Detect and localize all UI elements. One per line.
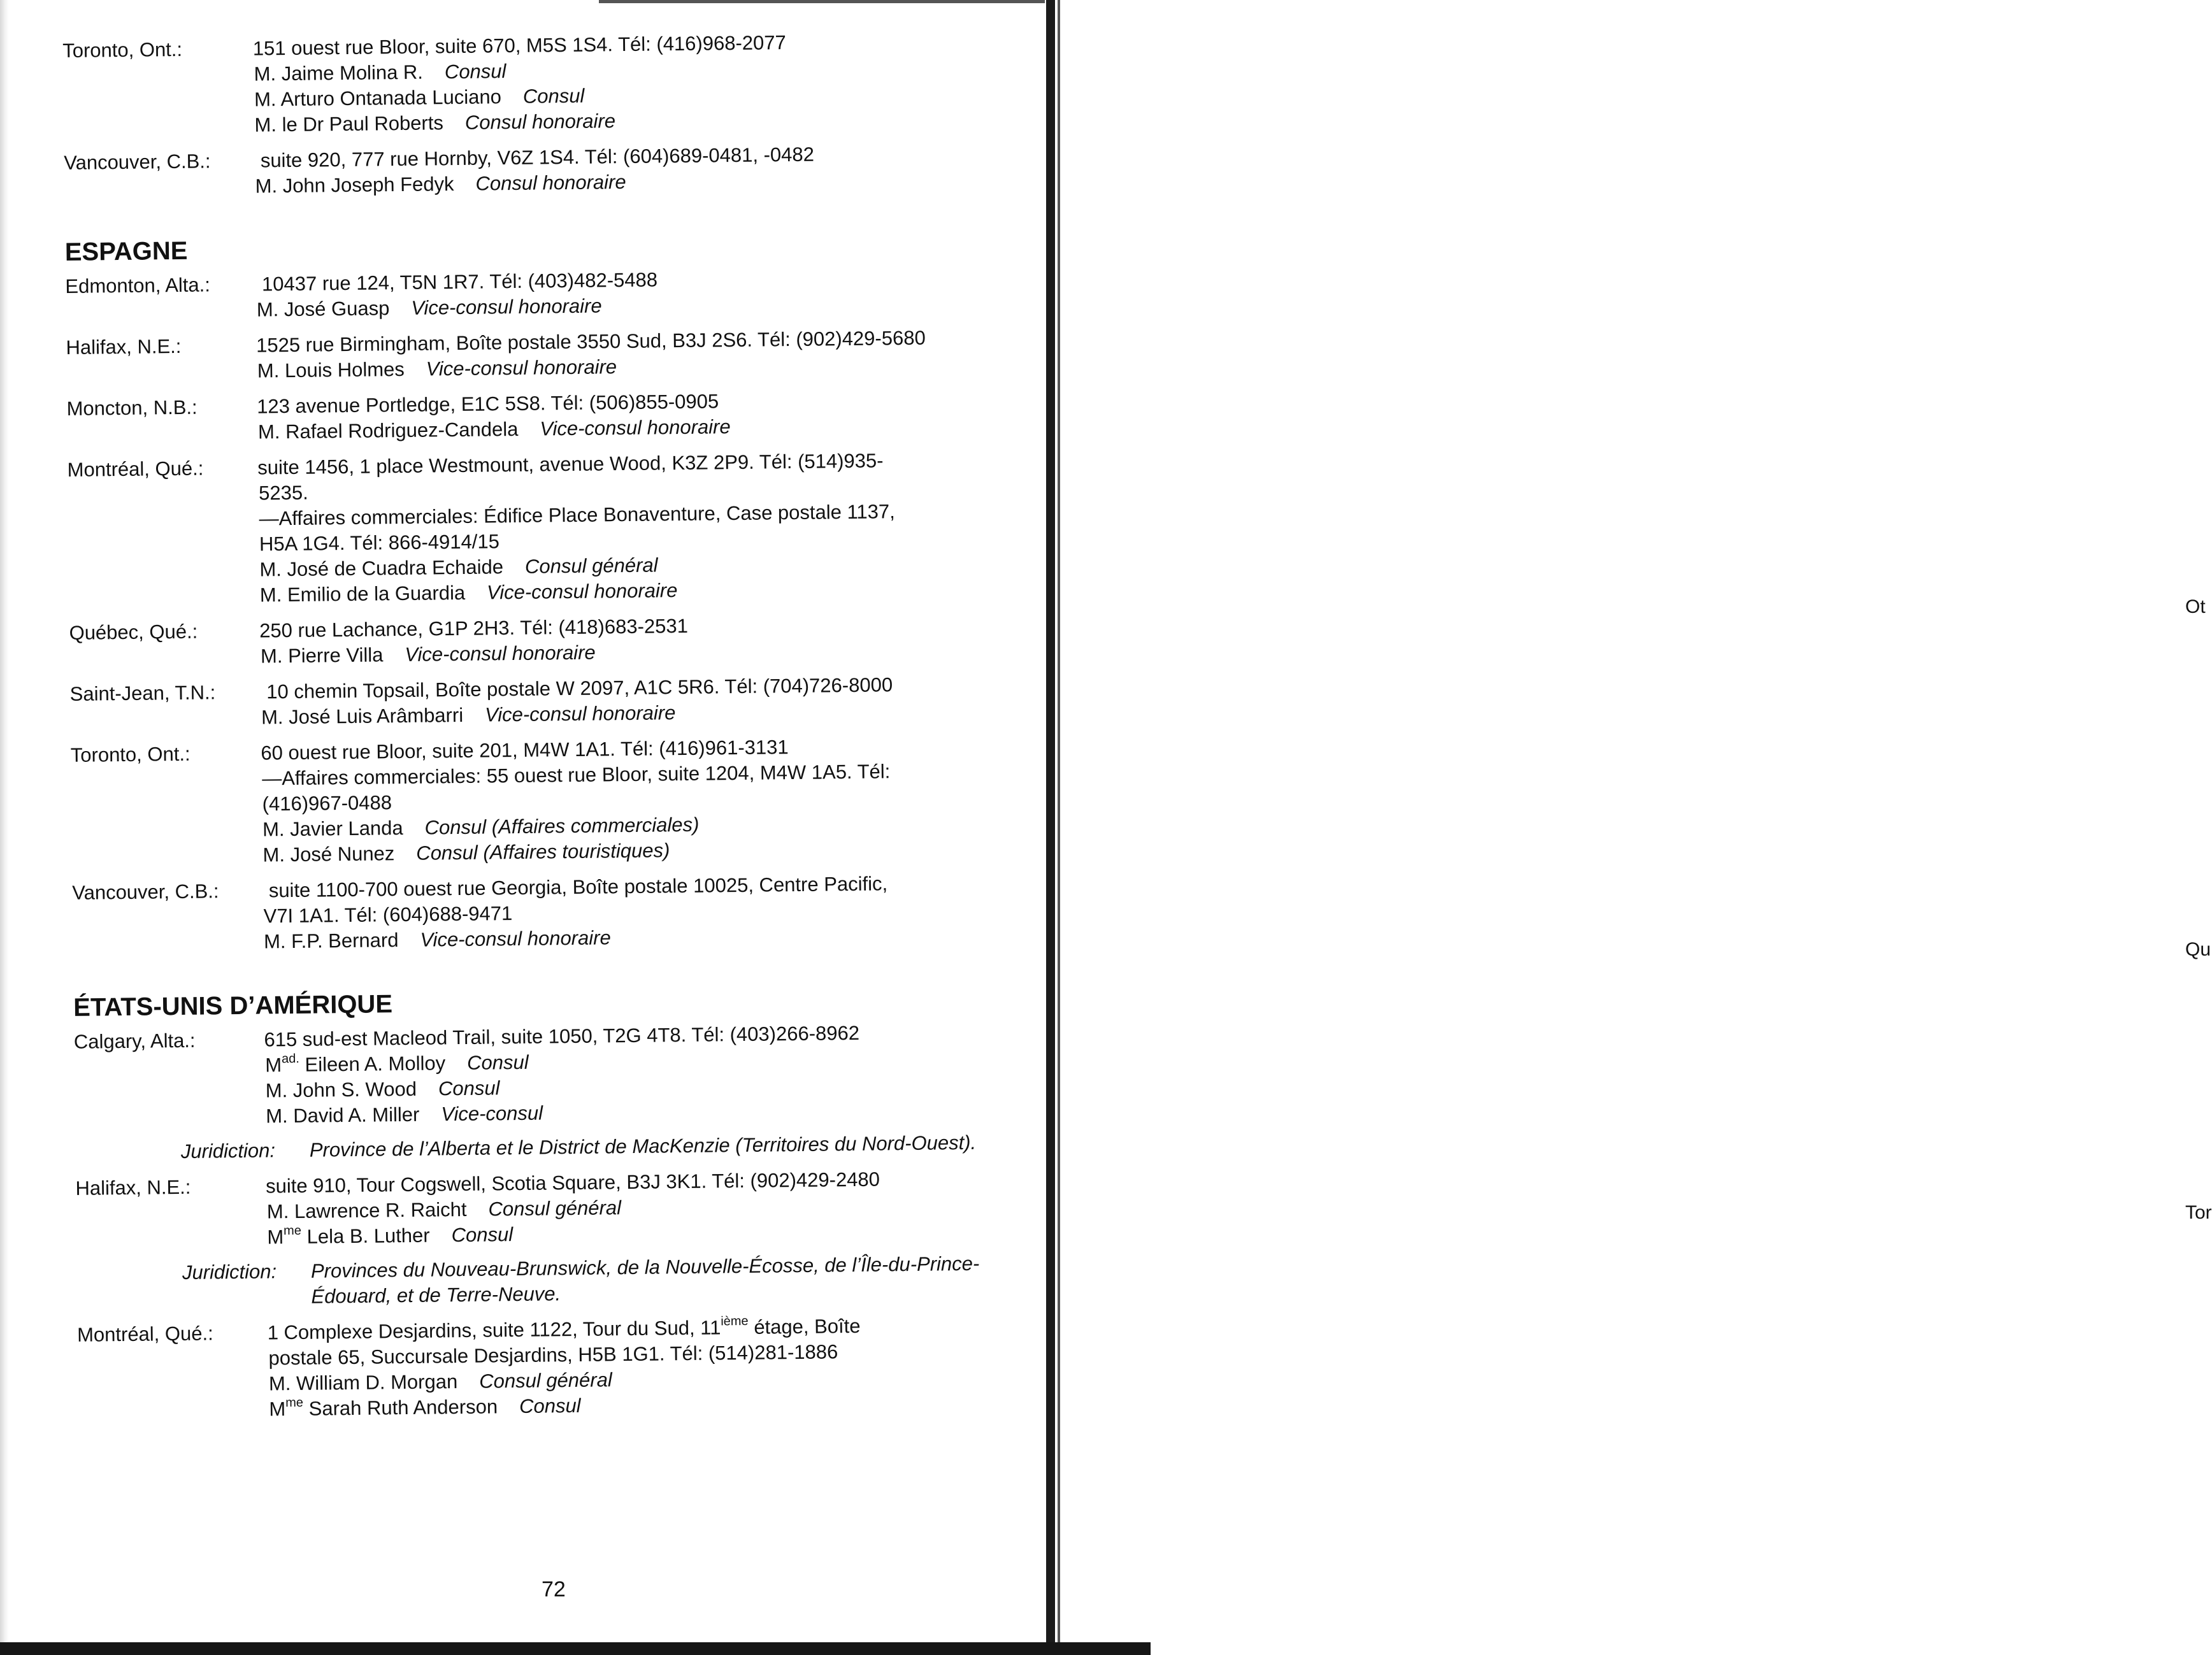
officer-name: Eileen A. Molloy <box>299 1052 446 1076</box>
consulate-entry <box>72 870 1028 957</box>
officer-name: M. José de Cuadra Echaide <box>259 555 504 581</box>
officer-name: M. Arturo Ontanada Luciano <box>254 85 502 111</box>
facing-page-fragment: Qu <box>2185 939 2211 960</box>
city-label: Québec, Qué.: <box>69 620 198 644</box>
city-label: Montréal, Qué.: <box>76 1322 213 1346</box>
name-prefix-superscript: me <box>285 1395 304 1410</box>
city-label: Vancouver, C.B.: <box>72 880 219 904</box>
consulate-entry <box>62 27 1019 140</box>
city-label: Saint-Jean, T.N.: <box>69 681 216 705</box>
officer-name: M. Jaime Molina R. <box>254 61 424 85</box>
jurisdiction-note <box>76 1250 1033 1312</box>
officer-name: M. Louis Holmes <box>257 357 405 382</box>
officer-name: M. le Dr Paul Roberts <box>254 111 444 136</box>
officer-name: M. John Joseph Fedyk <box>255 173 454 197</box>
address-continuation: 5235. <box>258 481 308 505</box>
officer-name: M. Emilio de la Guardia <box>259 581 466 606</box>
address-continuation: (416)967-0488 <box>262 791 392 815</box>
address-line: 615 sud-est Macleod Trail, suite 1050, T2G 4T8. Tél: (403)266-8962 <box>264 1021 860 1051</box>
officer-title: Consul <box>451 1223 514 1247</box>
address-text: 1 Complexe Desjardins, suite 1122, Tour du Sud, 11 <box>267 1316 721 1344</box>
consulate-entry <box>74 1019 1031 1166</box>
consulate-entry <box>69 671 1026 733</box>
officer-title: Consul général <box>488 1196 622 1221</box>
consulate-entry <box>71 732 1028 870</box>
officer-name: M. Javier Landa <box>262 817 403 841</box>
name-prefix-superscript: me <box>283 1223 302 1238</box>
jurisdiction-note <box>75 1129 1031 1166</box>
officer-title: Consul général <box>479 1368 612 1393</box>
jurisdiction-text: Province de l’Alberta et le District de MacKenzie (Territoires du Nord-Ouest). <box>309 1131 977 1161</box>
city-label: Calgary, Alta.: <box>73 1029 196 1053</box>
officer-title: Consul (Affaires touristiques) <box>416 839 670 864</box>
consulate-entry <box>66 385 1023 447</box>
address-line: 60 ouest rue Bloor, suite 201, M4W 1A1. Tél: (416)961-3131 <box>261 736 789 764</box>
city-label: Edmonton, Alta.: <box>65 273 211 297</box>
officer-title: Consul honoraire <box>464 110 616 134</box>
officer-title: Vice-consul honoraire <box>420 926 611 951</box>
officer-title: Consul général <box>524 554 658 578</box>
officer-name: M. F.P. Bernard <box>263 929 399 953</box>
officer-name: M. José Luis Arâmbarri <box>261 703 464 729</box>
name-prefix-superscript: ad. <box>281 1051 299 1066</box>
officer-title: Vice-consul honoraire <box>411 294 602 319</box>
city-label: Halifax, N.E.: <box>75 1175 191 1200</box>
jurisdiction-label: Juridiction: <box>182 1260 277 1284</box>
consulate-entry <box>69 610 1025 671</box>
address-line: suite 1100-700 ouest rue Georgia, Boîte postale 10025, Centre Pacific, <box>268 872 888 902</box>
consulate-entry <box>67 447 1024 610</box>
address-line: suite 910, Tour Cogswell, Scotia Square, B3J 3K1. Tél: (902)429-2480 <box>265 1168 880 1198</box>
facing-page-fragment: Ot <box>2185 596 2206 617</box>
officer-name: M. Lawrence R. Raicht <box>266 1198 467 1223</box>
book-gutter <box>1046 0 1055 1642</box>
officer-title: Vice-consul <box>441 1101 543 1126</box>
officer-title: Vice-consul honoraire <box>540 415 731 440</box>
address-continuation: postale 65, Succursale Desjardins, H5B 1G1. Tél: (514)281-1886 <box>268 1340 838 1370</box>
facing-page-fragment: Tor <box>2185 1202 2212 1223</box>
address-line: 1525 rue Birmingham, Boîte postale 3550 Sud, B3J 2S6. Tél: (902)429-5680 <box>255 326 926 357</box>
officer-title: Vice-consul honoraire <box>486 579 678 604</box>
consulate-entry <box>65 263 1021 325</box>
officer-name: Sarah Ruth Anderson <box>303 1395 498 1420</box>
name-prefix: M <box>267 1226 284 1249</box>
name-prefix: M <box>269 1398 286 1421</box>
officer-title: Vice-consul honoraire <box>426 355 617 380</box>
officer-name: M. David A. Miller <box>266 1103 420 1128</box>
city-label: Moncton, N.B.: <box>66 396 198 420</box>
consulate-entry <box>75 1165 1032 1312</box>
directory-page <box>62 27 1034 1435</box>
city-label: Montréal, Qué.: <box>67 457 204 481</box>
address-text: étage, Boîte <box>748 1314 861 1338</box>
officer-name: M. William D. Morgan <box>268 1370 458 1395</box>
address-continuation: —Affaires commerciales: 55 ouest rue Bloor, suite 1204, M4W 1A5. Tél: <box>262 760 891 790</box>
consulate-entry <box>66 324 1022 386</box>
country-heading: ESPAGNE <box>64 236 188 266</box>
city-label: Halifax, N.E.: <box>66 334 182 359</box>
address-line: suite 1456, 1 place Westmount, avenue Wood, K3Z 2P9. Tél: (514)935- <box>257 449 884 479</box>
address-line: 123 avenue Portledge, E1C 5S8. Tél: (506)855-0905 <box>257 390 719 418</box>
officer-title: Consul <box>438 1077 500 1100</box>
officer-title: Consul <box>519 1394 581 1418</box>
country-section <box>65 226 1029 957</box>
address-superscript: ième <box>721 1314 749 1329</box>
city-label: Vancouver, C.B.: <box>64 150 211 174</box>
address-line: 151 ouest rue Bloor, suite 670, M5S 1S4. Tél: (416)968-2077 <box>252 31 786 60</box>
facing-page <box>1060 0 2212 1642</box>
consulate-entry <box>64 140 1020 201</box>
address-line: 250 rue Lachance, G1P 2H3. Tél: (418)683-2531 <box>259 614 689 642</box>
scan-edge-left <box>0 0 9 1655</box>
name-prefix: M <box>265 1054 282 1077</box>
page-number: 72 <box>542 1577 566 1601</box>
officer-title: Consul <box>466 1050 529 1074</box>
city-label: Toronto, Ont.: <box>70 742 190 766</box>
address-continuation: H5A 1G4. Tél: 866-4914/15 <box>259 530 500 555</box>
officer-name: M. Pierre Villa <box>260 643 384 668</box>
country-section <box>73 982 1034 1424</box>
address-line: 10437 rue 124, T5N 1R7. Tél: (403)482-5488 <box>261 268 658 296</box>
address-line: 10 chemin Topsail, Boîte postale W 2097, A1C 5R6. Tél: (704)726-8000 <box>266 673 893 703</box>
jurisdiction-text: Provinces du Nouveau-Brunswick, de la Nouvelle-Écosse, de l’Île-du-Prince-Édouard, et de Terre-Neuve. <box>310 1252 980 1308</box>
country-heading: ÉTATS-UNIS D’AMÉRIQUE <box>73 990 393 1022</box>
officer-name: Lela B. Luther <box>301 1224 430 1248</box>
officer-title: Vice-consul honoraire <box>484 701 676 726</box>
officer-name: M. John S. Wood <box>265 1077 417 1102</box>
officer-name: M. José Guasp <box>256 297 390 321</box>
address-continuation: V7I 1A1. Tél: (604)688-9471 <box>263 902 513 928</box>
city-label: Toronto, Ont.: <box>62 38 183 62</box>
officer-name: M. Rafael Rodriguez-Candela <box>257 417 519 443</box>
address-line: suite 920, 777 rue Hornby, V6Z 1S4. Tél: (604)689-0481, -0482 <box>260 143 815 172</box>
officer-title: Consul (Affaires commerciales) <box>424 813 700 839</box>
officer-title: Consul honoraire <box>475 170 626 195</box>
jurisdiction-label: Juridiction: <box>180 1139 276 1163</box>
officer-title: Vice-consul honoraire <box>405 641 596 666</box>
country-section <box>62 27 1020 201</box>
officer-title: Consul <box>522 84 585 108</box>
consulate-entry <box>77 1312 1034 1424</box>
address-continuation: —Affaires commerciales: Édifice Place Bonaventure, Case postale 1137, <box>259 500 895 530</box>
officer-title: Consul <box>444 60 506 83</box>
scan-edge-top <box>599 0 1045 3</box>
officer-name: M. José Nunez <box>262 842 395 866</box>
scan-edge-bottom <box>0 1642 1151 1655</box>
